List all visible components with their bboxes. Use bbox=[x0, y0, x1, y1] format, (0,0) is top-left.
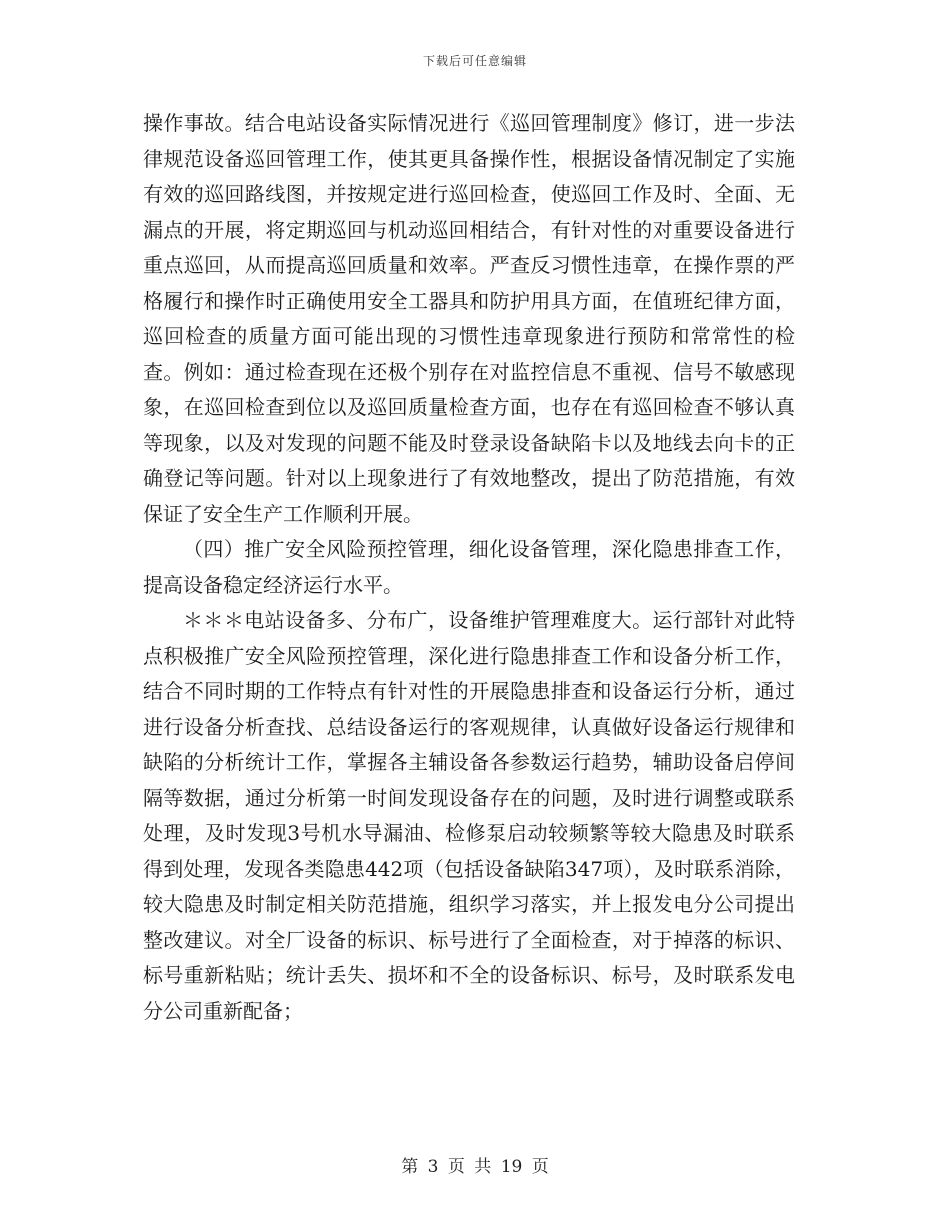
page-number: 第 3 页 共 19 页 bbox=[401, 1157, 549, 1177]
document-body bbox=[143, 106, 795, 1029]
page-header: 下载后可任意编辑 bbox=[422, 54, 527, 68]
section-heading-4: （四）推广安全风险预控管理，细化设备管理，深化隐患排查工作，提高设备稳定经济运行水平。 bbox=[143, 537, 795, 597]
paragraph: ＊＊＊电站设备多、分布广，设备维护管理难度大。运行部针对此特点积极推广安全风险预控管理，深化进行隐患排查工作和设备分析工作，结合不同时期的工作特点有针对性的开展隐患排查和设备运行分析，通过进行设备分析查找、总结设备运行的客观规律，认真做好设备运行规律和缺陷的分析统计工作，掌握各主辅设备各参数运行趋势，辅助设备启停间隔等数据，通过分析第一时间发现设备存在的问题，及时进行调整或联系处理，及时发现3号机水导漏油、检修泵启动较频繁等较大隐患及时联系得到处理，发现各类隐患442项（包括设备缺陷347项），及时联系消除，较大隐患及时制定相关防范措施，组织学习落实，并上报发电分公司提出整改建议。对全厂设备的标识、标号进行了全面检查，对于掉落的标识、标号重新粘贴；统计丢失、损坏和不全的设备标识、标号，及时联系发电分公司重新配备； bbox=[143, 608, 795, 1023]
paragraph-continued: 操作事故。结合电站设备实际情况进行《巡回管理制度》修订，进一步法律规范设备巡回管理工作，使其更具备操作性，根据设备情况制定了实施有效的巡回路线图，并按规定进行巡回检查，使巡回工作及时、全面、无漏点的开展，将定期巡回与机动巡回相结合，有针对性的对重要设备进行重点巡回，从而提高巡回质量和效率。严查反习惯性违章，在操作票的严格履行和操作时正确使用安全工器具和防护用具方面，在值班纪律方面，巡回检查的质量方面可能出现的习惯性违章现象进行预防和常常性的检查。例如：通过检查现在还极个别存在对监控信息不重视、信号不敏感现象，在巡回检查到位以及巡回质量检查方面，也存在有巡回检查不够认真等现象，以及对发现的问题不能及时登录设备缺陷卡以及地线去向卡的正确登记等问题。针对以上现象进行了有效地整改，提出了防范措施，有效保证了安全生产工作顺利开展。 bbox=[143, 111, 795, 526]
